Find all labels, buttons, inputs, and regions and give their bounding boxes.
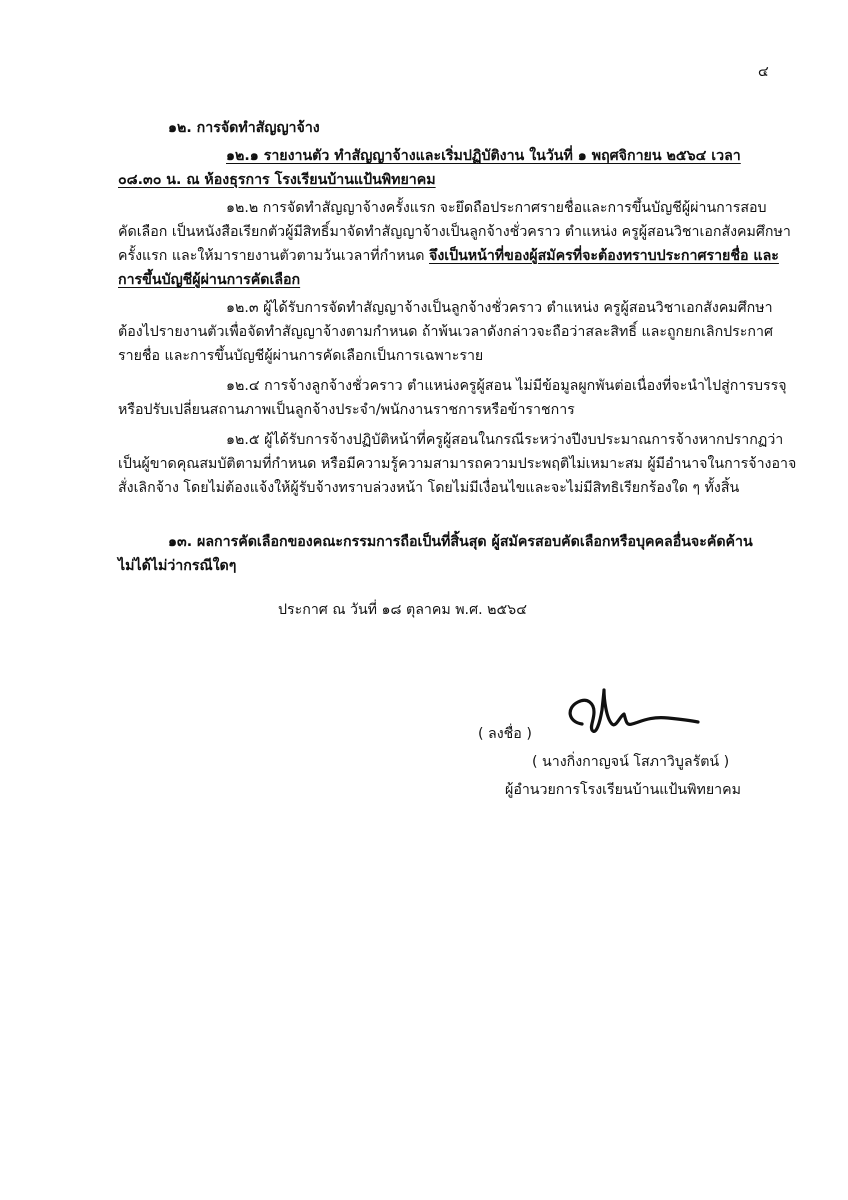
item-12-2-line-4: การขึ้นบัญชีผู้ผ่านการคัดเลือก	[118, 272, 301, 288]
item-12-5-line-2: เป็นผู้ขาดคุณสมบัติตามที่กำหนด หรือมีความรู้ความสามารถความประพฤติไม่เหมาะสม ผู้มีอำนาจในการจ้างอาจ	[118, 456, 797, 472]
signatory-position: ผู้อำนวยการโรงเรียนบ้านแป้นพิทยาคม	[505, 782, 741, 798]
section-13-line-1: ๑๓. ผลการคัดเลือกของคณะกรรมการถือเป็นที่สิ้นสุด ผู้สมัครสอบคัดเลือกหรือบุคคลอื่นจะคัดค้าน	[168, 534, 753, 550]
page-number: ๔	[758, 64, 769, 80]
item-12-2-line-3-emphasis: จึงเป็นหน้าที่ของผู้สมัครที่จะต้องทราบประกาศรายชื่อ และ	[429, 248, 779, 264]
item-12-5-line-1: ๑๒.๕ ผู้ได้รับการจ้างปฏิบัติหน้าที่ครูผู้สอนในกรณีระหว่างปีงบประมาณการจ้างหากปรากฏว่า	[226, 432, 784, 448]
item-12-4-line-2: หรือปรับเปลี่ยนสถานภาพเป็นลูกจ้างประจำ/พนักงานราชการหรือข้าราชการ	[118, 402, 575, 418]
item-12-3-line-3: รายชื่อ และการขึ้นบัญชีผู้ผ่านการคัดเลือกเป็นการเฉพาะราย	[118, 348, 484, 364]
announcement-date: ประกาศ ณ วันที่ ๑๘ ตุลาคม พ.ศ. ๒๕๖๔	[278, 602, 527, 618]
sign-label: ( ลงชื่อ )	[478, 726, 532, 742]
item-12-2-line-3	[118, 246, 779, 266]
signatory-name: ( นางกิ่งกาญจน์ โสภาวิบูลรัตน์ )	[532, 754, 730, 770]
item-12-1-line-1: ๑๒.๑ รายงานตัว ทำสัญญาจ้างและเริ่มปฏิบัติงาน ในวันที่ ๑ พฤศจิกายน ๒๕๖๔ เวลา	[226, 148, 741, 164]
item-12-2-line-3-plain: ครั้งแรก และให้มารายงานตัวตามวันเวลาที่กำหนด	[118, 248, 429, 264]
signature-mark	[560, 686, 700, 742]
item-12-3-line-1: ๑๒.๓ ผู้ได้รับการจัดทำสัญญาจ้างเป็นลูกจ้างชั่วคราว ตำแหน่ง ครูผู้สอนวิชาเอกสังคมศึกษา	[226, 300, 773, 316]
section-13-line-2: ไม่ได้ไม่ว่ากรณีใดๆ	[118, 558, 237, 574]
item-12-2-line-2: คัดเลือก เป็นหนังสือเรียกตัวผู้มีสิทธิ์มาจัดทำสัญญาจ้างเป็นลูกจ้างชั่วคราว ตำแหน่ง ครูผู้สอนวิชาเอกสังคมศึกษา	[118, 224, 791, 240]
item-12-3-line-2: ต้องไปรายงานตัวเพื่อจัดทำสัญญาจ้างตามกำหนด ถ้าพ้นเวลาดังกล่าวจะถือว่าสละสิทธิ์ และถูกยกเลิกประกาศ	[118, 324, 773, 340]
item-12-1-line-2: ๐๘.๓๐ น. ณ ห้องธุรการ โรงเรียนบ้านแป้นพิทยาคม	[118, 172, 436, 188]
item-12-4-line-1: ๑๒.๔ การจ้างลูกจ้างชั่วคราว ตำแหน่งครูผู้สอน ไม่มีข้อมูลผูกพันต่อเนื่องที่จะนำไปสู่การบรรจุ	[226, 378, 787, 394]
item-12-2-line-1: ๑๒.๒ การจัดทำสัญญาจ้างครั้งแรก จะยึดถือประกาศรายชื่อและการขึ้นบัญชีผู้ผ่านการสอบ	[226, 200, 767, 216]
item-12-5-line-3: สั่งเลิกจ้าง โดยไม่ต้องแจ้งให้ผู้รับจ้างทราบล่วงหน้า โดยไม่มีเงื่อนไขและจะไม่มีสิทธิเรียกร้องใด ๆ ทั้งสิ้น	[118, 480, 740, 496]
section-12-heading: ๑๒. การจัดทำสัญญาจ้าง	[168, 120, 320, 136]
